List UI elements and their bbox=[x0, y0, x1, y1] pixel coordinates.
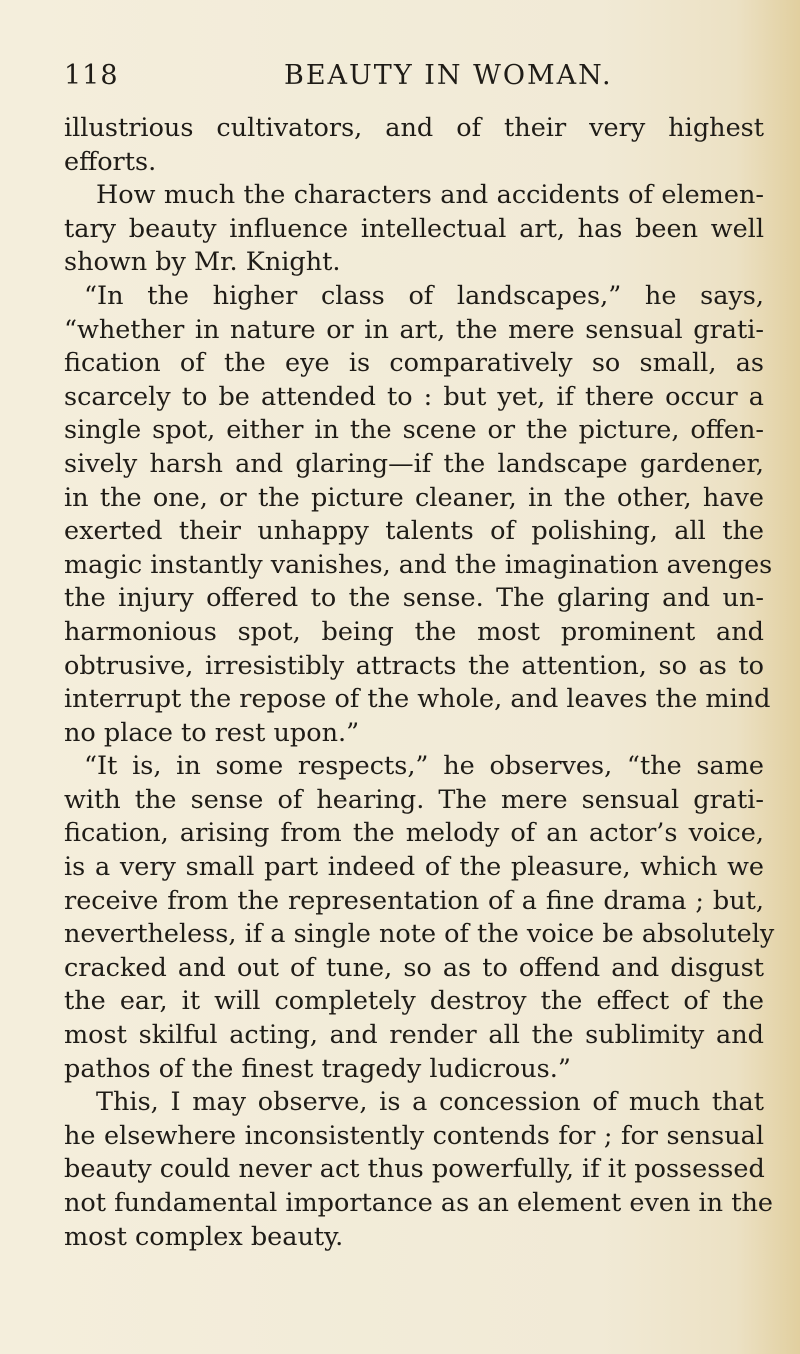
body-text bbox=[64, 112, 775, 1254]
text-line: the ear, it will completely destroy the effect of the bbox=[64, 986, 764, 1017]
text-line: fication, arising from the melody of an actor’s voice, bbox=[64, 818, 764, 849]
text-line: with the sense of hearing. The mere sensual grati- bbox=[64, 784, 764, 815]
text-line: most complex beauty. bbox=[64, 1221, 344, 1252]
running-head: BEAUTY IN WOMAN. bbox=[284, 60, 613, 91]
text-line: nevertheless, if a single note of the voice be absolutely bbox=[64, 919, 775, 950]
text-line: beauty could never act thus powerfully, if it possessed bbox=[64, 1154, 765, 1185]
text-line: obtrusive, irresistibly attracts the attention, so as to bbox=[64, 650, 764, 681]
text-line: “whether in nature or in art, the mere sensual grati- bbox=[64, 314, 764, 345]
page-header bbox=[64, 60, 744, 96]
text-line: sively harsh and glaring—if the landscape gardener, bbox=[64, 448, 764, 479]
text-line: most skilful acting, and render all the sublimity and bbox=[64, 1020, 764, 1051]
text-line: scarcely to be attended to : but yet, if there occur a bbox=[64, 381, 764, 412]
text-line: magic instantly vanishes, and the imagination avenges bbox=[64, 549, 773, 580]
text-line: not fundamental importance as an element even in the bbox=[64, 1188, 773, 1218]
text-line: exerted their unhappy talents of polishing, all the bbox=[64, 516, 764, 547]
text-line: is a very small part indeed of the pleasure, which we bbox=[64, 852, 764, 883]
text-line: single spot, either in the scene or the picture, offen- bbox=[64, 415, 764, 446]
text-line: efforts. bbox=[64, 146, 157, 177]
text-line: receive from the representation of a fine drama ; but, bbox=[64, 885, 764, 916]
text-line: fication of the eye is comparatively so small, as bbox=[64, 348, 764, 379]
text-line: harmonious spot, being the most prominent and bbox=[64, 616, 764, 647]
text-line: “In the higher class of landscapes,” he says, bbox=[84, 280, 764, 311]
text-line: no place to rest upon.” bbox=[64, 717, 360, 748]
text-line: This, I may observe, is a concession of much that bbox=[96, 1087, 764, 1118]
text-line: shown by Mr. Knight. bbox=[64, 247, 341, 278]
page-number: 118 bbox=[64, 60, 119, 91]
text-line: pathos of the finest tragedy ludicrous.” bbox=[64, 1053, 571, 1084]
text-line: the injury offered to the sense. The glaring and un- bbox=[64, 583, 764, 614]
text-line: How much the characters and accidents of elemen- bbox=[96, 180, 764, 211]
text-line: he elsewhere inconsistently contends for ; for sensual bbox=[64, 1120, 764, 1151]
text-line: in the one, or the picture cleaner, in the other, have bbox=[64, 482, 764, 513]
text-line: “It is, in some respects,” he observes, “the same bbox=[84, 751, 764, 782]
text-line: interrupt the repose of the whole, and leaves the mind bbox=[64, 684, 771, 715]
text-line: tary beauty influence intellectual art, has been well bbox=[64, 213, 764, 244]
text-line: cracked and out of tune, so as to offend and disgust bbox=[64, 952, 764, 983]
text-line: illustrious cultivators, and of their very highest bbox=[64, 113, 764, 143]
